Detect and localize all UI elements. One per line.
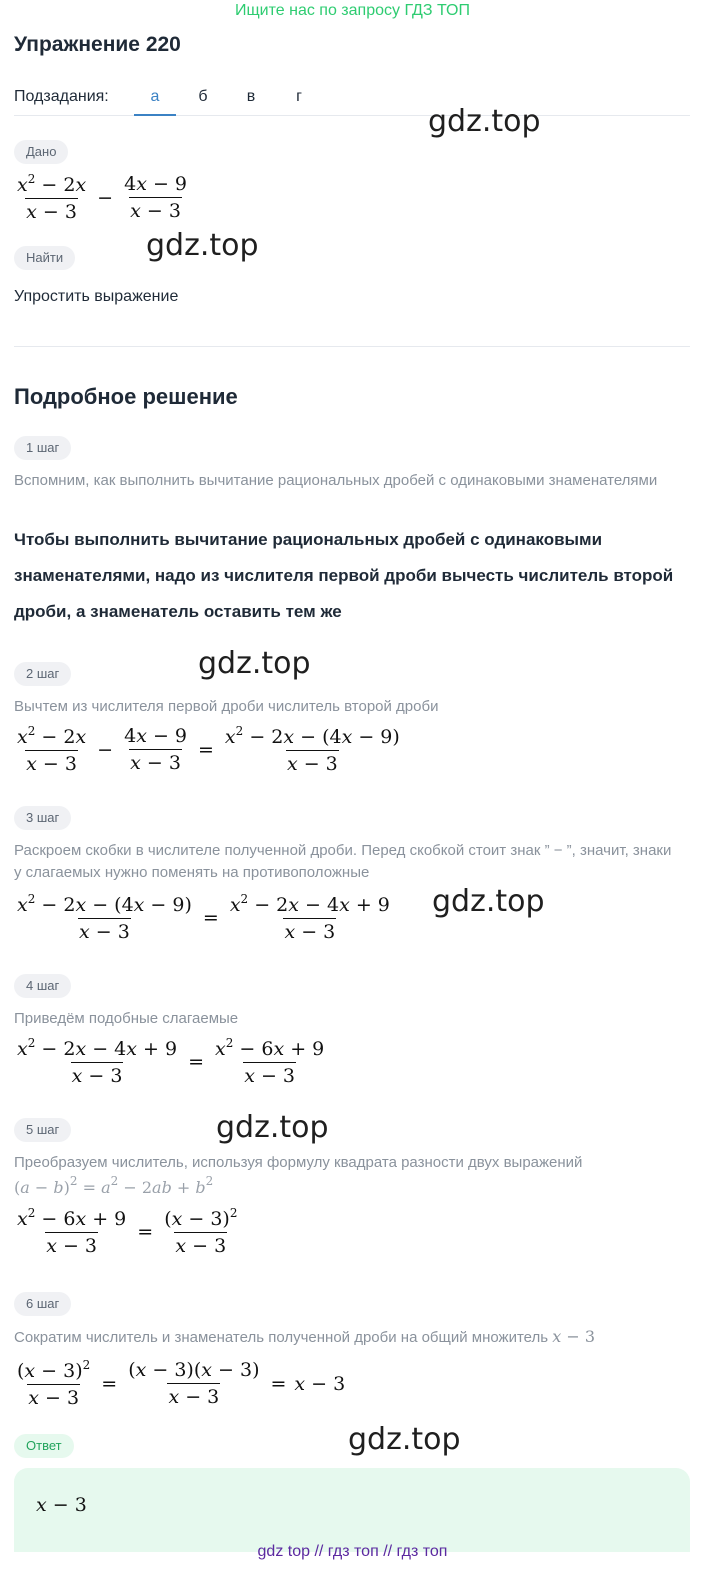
watermark: gdz.top bbox=[146, 228, 259, 263]
step-1-hint: Вспомним, как выполнить вычитание рациональных дробей с одинаковыми знаменателями bbox=[14, 472, 658, 489]
step-3-hint: Раскроем скобки в числителе полученной дроби. Перед скобкой стоит знак ” − ”, значит, знаки у слагаемых нужно поменять на противоположные bbox=[14, 842, 672, 881]
step-3-chip: 3 шаг bbox=[14, 806, 71, 830]
step-6-hint bbox=[14, 1326, 674, 1349]
square-formula: $(a - b)^2 = a^2 - 2ab + b^2$ bbox=[14, 1174, 214, 1197]
watermark: gdz.top bbox=[348, 1422, 461, 1457]
step-4-hint: Приведём подобные слагаемые bbox=[14, 1010, 239, 1027]
step-2-expression: $\frac{x^2 - 2x}{x - 3}$ − $\frac{4x - 9}{x - 3}$ = $\frac{x^2 - 2x - (4x - 9)}{x - 3}$ bbox=[17, 724, 400, 775]
footer-links[interactable]: gdz top // гдз топ // гдз топ bbox=[257, 1543, 448, 1560]
step-2-hint: Вычтем из числителя первой дроби числитель второй дроби bbox=[14, 698, 439, 715]
subtasks-bar bbox=[14, 86, 690, 116]
given-expression: $\frac{x^2 - 2x}{x - 3}$ − $\frac{4x - 9}{x - 3}$ bbox=[17, 172, 187, 223]
watermark: gdz.top bbox=[428, 104, 541, 139]
step-6-hint-text: Сократим числитель и знаменатель полученной дроби на общий множитель bbox=[14, 1329, 549, 1346]
tab-g[interactable]: г bbox=[296, 88, 302, 105]
step-5-expression: $\frac{x^2 - 6x + 9}{x - 3}$ = $\frac{(x - 3)^2}{x - 3}$ bbox=[17, 1206, 238, 1257]
tab-b[interactable]: б bbox=[198, 88, 208, 105]
step-6-chip: 6 шаг bbox=[14, 1292, 71, 1316]
answer-box bbox=[14, 1468, 690, 1552]
watermark: gdz.top bbox=[216, 1110, 329, 1145]
divider bbox=[14, 346, 690, 347]
exercise-title: Упражнение 220 bbox=[14, 33, 181, 56]
step-5-chip: 5 шаг bbox=[14, 1118, 71, 1142]
subtasks-label: Подзадания: bbox=[14, 88, 109, 105]
find-text: Упростить выражение bbox=[14, 288, 179, 305]
solution-title: Подробное решение bbox=[14, 384, 238, 409]
tab-v[interactable]: в bbox=[246, 88, 256, 105]
step-6-factor: x − 3 bbox=[552, 1327, 596, 1346]
step-4-chip: 4 шаг bbox=[14, 974, 71, 998]
watermark: gdz.top bbox=[432, 884, 545, 919]
answer-expression: x − 3 bbox=[36, 1494, 87, 1516]
step-6-expression: $\frac{(x - 3)^2}{x - 3}$ = $\frac{(x - 3)(x - 3)}{x - 3}$ = x − 3 bbox=[17, 1358, 346, 1409]
top-banner: Ищите нас по запросу ГДЗ ТОП bbox=[235, 2, 470, 19]
step-1-chip: 1 шаг bbox=[14, 436, 71, 460]
given-chip: Дано bbox=[14, 140, 68, 164]
step-1-text: Чтобы выполнить вычитание рациональных дробей с одинаковыми знаменателями, надо из числителя первой дроби вычесть числитель второй дроби, а знаменатель оставить тем же bbox=[14, 530, 674, 621]
step-2-chip: 2 шаг bbox=[14, 662, 71, 686]
watermark: gdz.top bbox=[198, 646, 311, 681]
tab-a[interactable]: а bbox=[134, 86, 176, 116]
step-4-expression: $\frac{x^2 - 2x - 4x + 9}{x - 3}$ = $\frac{x^2 - 6x + 9}{x - 3}$ bbox=[17, 1036, 325, 1087]
step-3-expression: $\frac{x^2 - 2x - (4x - 9)}{x - 3}$ = $\frac{x^2 - 2x - 4x + 9}{x - 3}$ bbox=[17, 892, 390, 943]
step-5-hint: Преобразуем числитель, используя формулу квадрата разности двух выражений bbox=[14, 1154, 583, 1171]
answer-chip: Ответ bbox=[14, 1434, 74, 1458]
find-chip: Найти bbox=[14, 246, 75, 270]
